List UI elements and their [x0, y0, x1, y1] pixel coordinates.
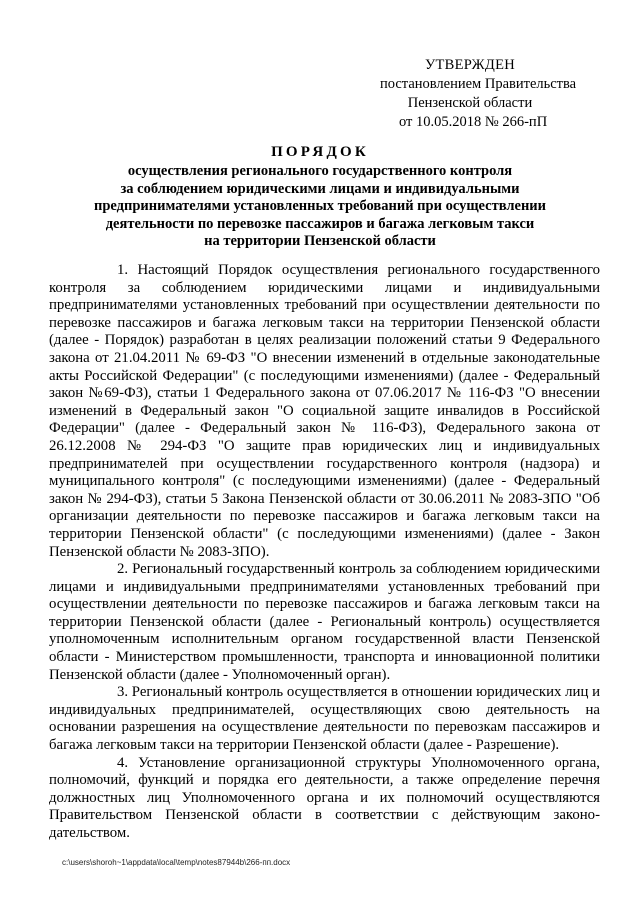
file-path-footer: c:\users\shoroh~1\appdata\local\temp\notes87944b\266-пп.docx [62, 858, 291, 867]
subtitle-line: осуществления регионального государственного контроля [127, 163, 513, 179]
approval-line-resolution: постановлением Правительства [380, 76, 577, 92]
subtitle-line: деятельности по перевозке пассажиров и багажа легковым такси [105, 215, 535, 232]
paragraph-3: 3. Региональный контроль осуществляется в отношении юридических лиц и индивидуальных предпринимателей, осуществляющих свою деятельность на основании разрешения на осуществление деятельности по перевозкам пассажиров и багажа легковым такси на территории Пензенской области (далее - Разрешение). [49, 684, 600, 754]
approval-line-approved: УТВЕРЖДЕН [424, 57, 516, 73]
approval-line-date: от 10.05.2018 № 266-пП [399, 114, 548, 130]
document-subtitle [70, 163, 570, 251]
approval-line-region: Пензенской области [407, 95, 533, 111]
subtitle-line: предпринимателями установленных требований при осуществлении [93, 198, 547, 215]
paragraph-2: 2. Региональный государственный контроль за соблюдением юридическими лицами и индивидуальными предпринимателями установленных требований при осуществлении деятельности по перевозке пассажиров и багажа легковым такси на территории Пензенской области (далее - Региональный контроль) осуществляется уполномоченным исполнительным органом государственной власти Пензенской области - Министерством промышленности, транспорта и инновационной политики Пензенской области (далее - Уполномоченный орган). [49, 561, 600, 683]
subtitle-line: за соблюдением юридическими лицами и индивидуальными [120, 180, 520, 197]
subtitle-line: на территории Пензенской области [204, 233, 436, 250]
document-title: ПОРЯДОК [271, 144, 369, 160]
document-body [49, 262, 600, 843]
approval-stamp [380, 56, 577, 132]
paragraph-1: 1. Настоящий Порядок осуществления регионального государственного контроля за соблюдением юридическими лицами и индивидуальными предпринимателями установленных требований при осуществлении деятельности по перевозке пассажиров и багажа легковым такси на территории Пензенской области (далее - Порядок) разработан в целях реализации положений статьи 9 Федерального закона от 21.04.2011 № 69-ФЗ "О внесении изменений в отдельные законодательные акты Российской Федерации" (с последующими изменениями) (далее - Федеральный закон №69-ФЗ), статьи 1 Федерального закона от 07.06.2017 № 116-ФЗ "О внесении изменений в Федеральный закон "О социальной защите инвалидов в Российской Федерации" (далее - Федеральный закон № 116-ФЗ), Федерального закона от 26.12.2008 № 294-ФЗ "О защите прав юридических лиц и индивидуальных предпринимателей при осуществлении государственного контроля (надзора) и муниципального контроля" (с последующими изменениями) (далее - Федеральный закон № 294-ФЗ), статьи 5 Закона Пензенской области от 30.06.2011 № 2083-ЗПО "Об организации деятельности по перевозке пассажиров и багажа легковым такси на территории Пензенской области" (с последующими изменениями) (далее - Закон Пензенской области № 2083-ЗПО). [49, 262, 600, 560]
paragraph-4: 4. Установление организационной структуры Уполномоченного органа, полномочий, функций и порядка его деятельности, а также определение перечня должностных лиц Уполномоченного органа и их полномочий осуществляются Правительством Пензенской области в соответствии с действующим законо-дательством. [49, 754, 600, 841]
